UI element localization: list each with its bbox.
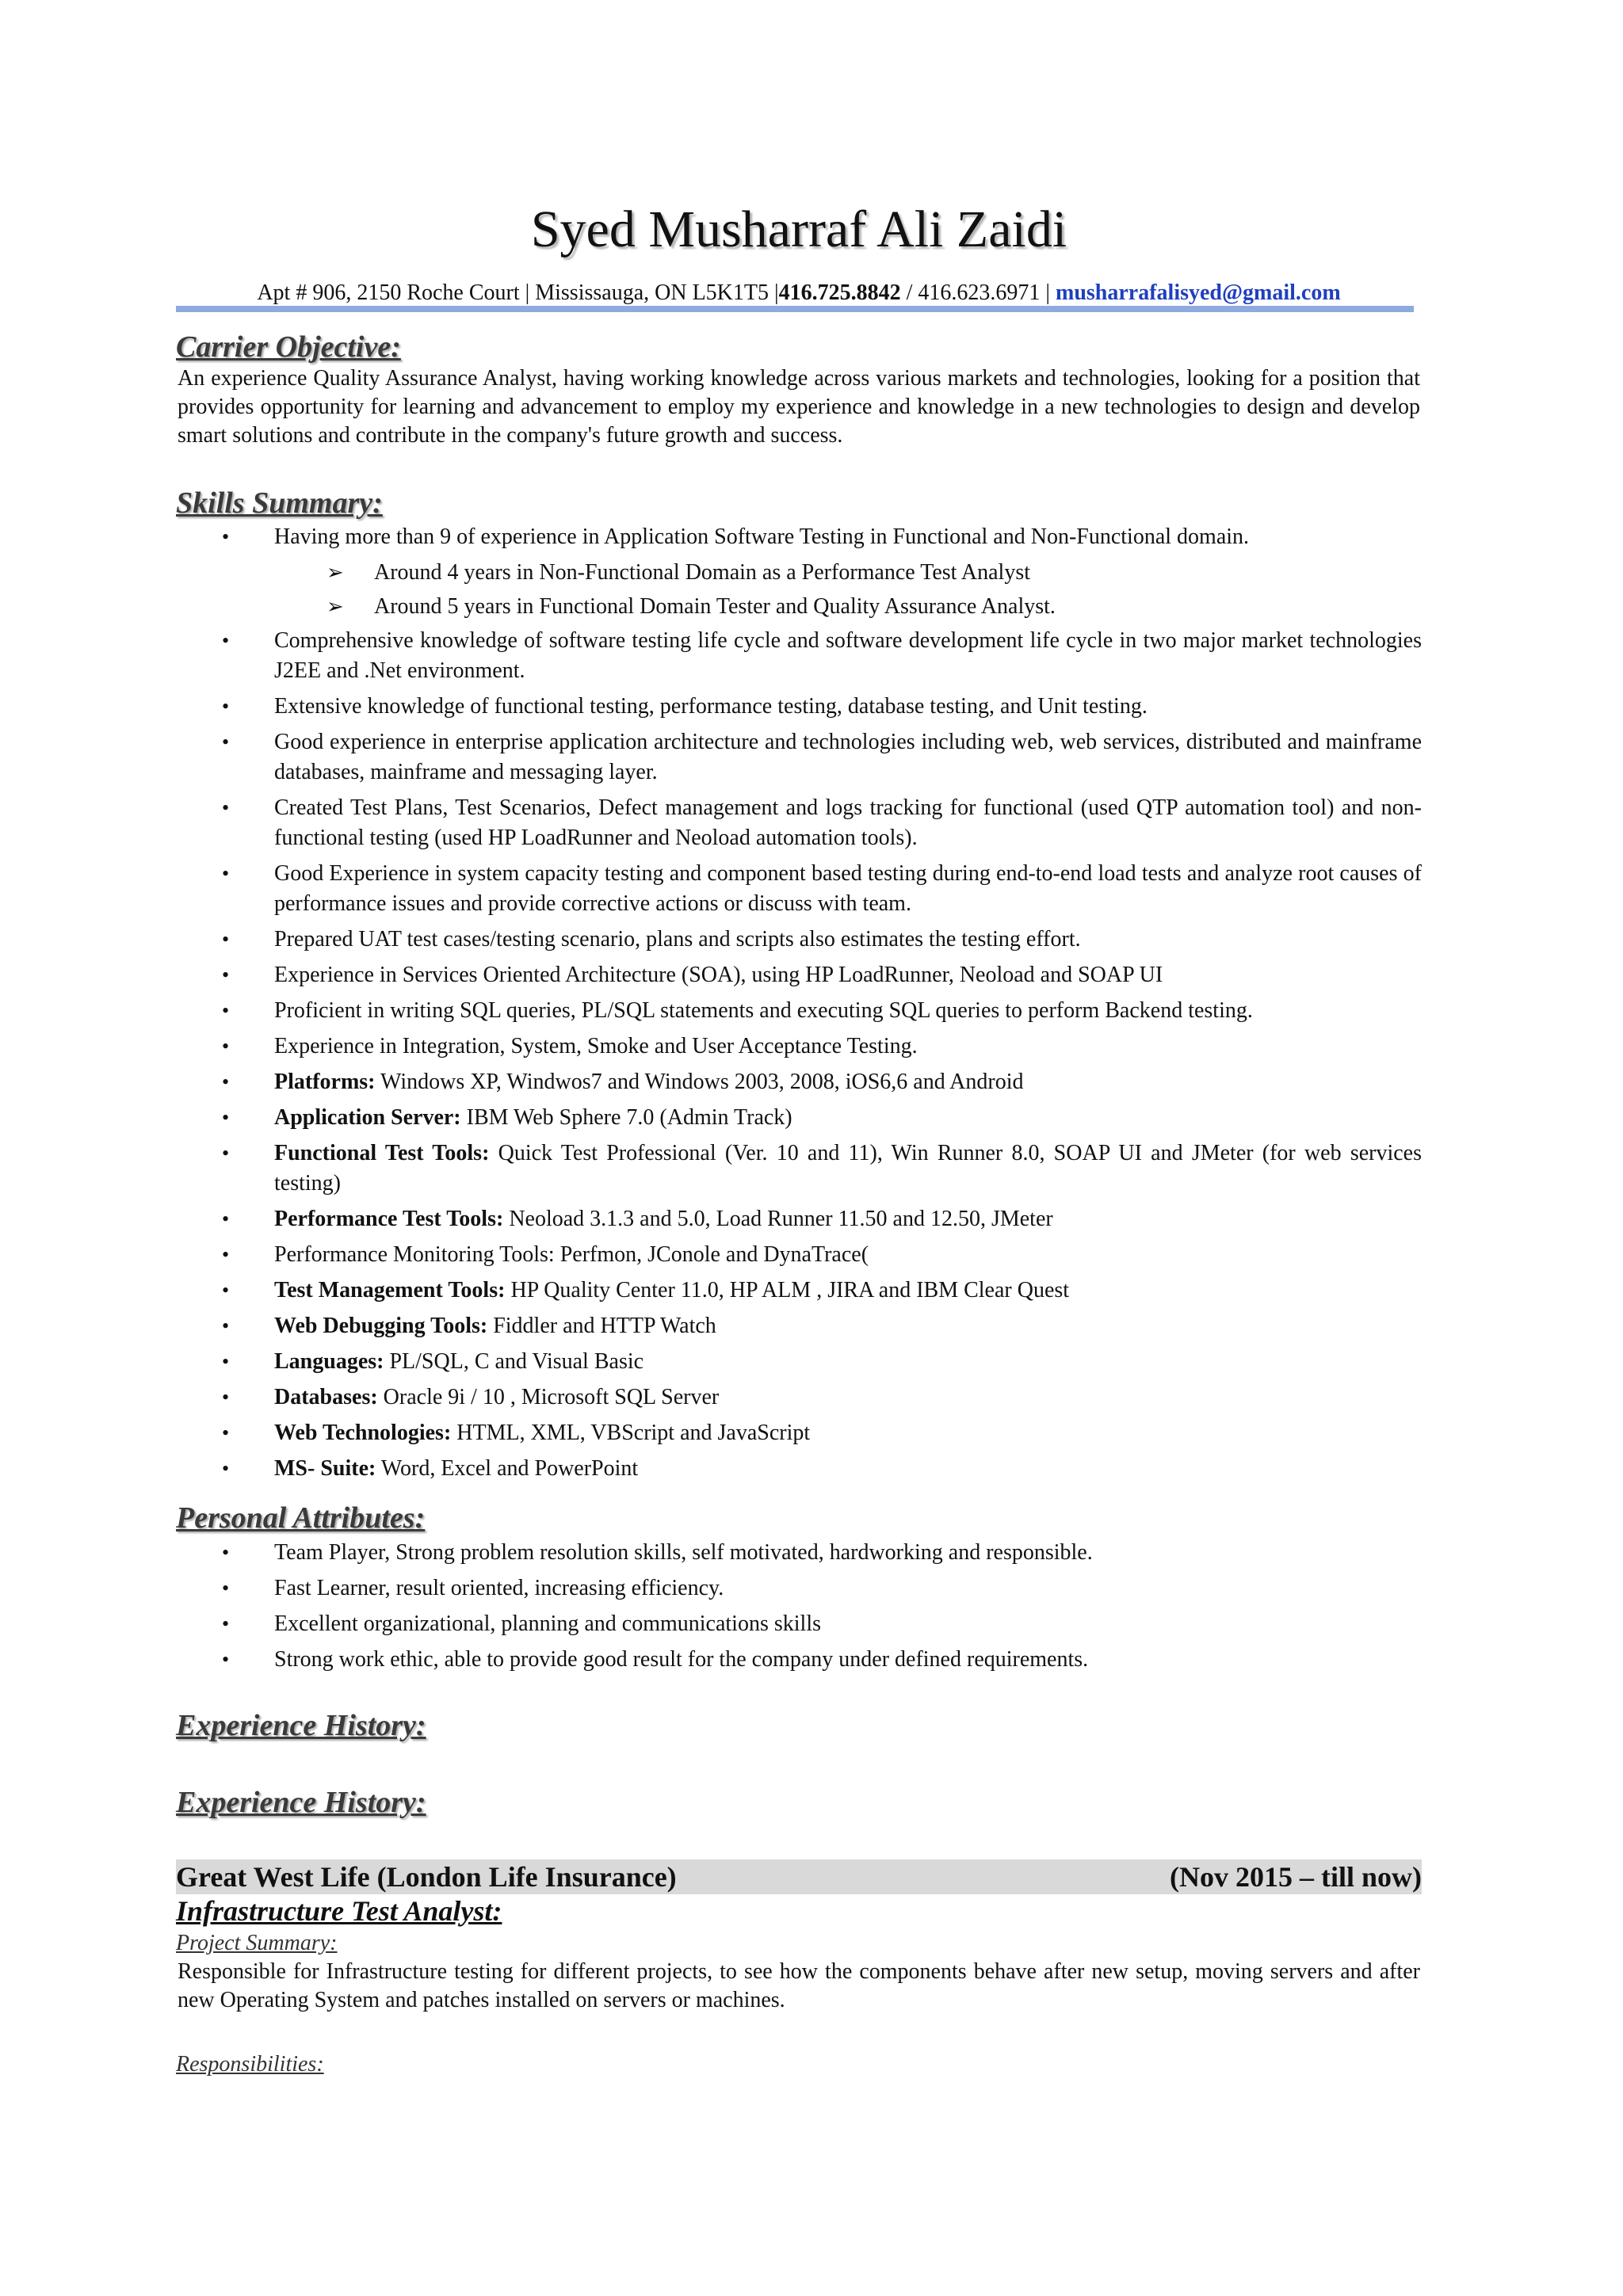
skill-label: Functional Test Tools: <box>274 1141 490 1165</box>
attributes-heading: Personal Attributes: <box>176 1501 426 1535</box>
skill-text: Word, Excel and PowerPoint <box>376 1456 639 1481</box>
bullet-icon: • <box>222 1577 230 1600</box>
skill-label: Databases: <box>274 1385 378 1409</box>
skill-text: Around 4 years in Non-Functional Domain as a Performance Test Analyst <box>374 560 1031 585</box>
skill-text: Fiddler and HTTP Watch <box>487 1314 716 1338</box>
skills-item <box>176 626 1422 686</box>
attribute-item <box>176 1538 1422 1568</box>
bullet-icon: • <box>222 1541 230 1564</box>
skills-list <box>176 522 1422 1489</box>
skills-item <box>176 793 1422 853</box>
skills-item <box>176 1311 1422 1341</box>
separator: / <box>906 280 918 305</box>
attribute-text: Fast Learner, result oriented, increasing efficiency. <box>274 1576 724 1600</box>
skill-label: Web Technologies: <box>274 1421 452 1445</box>
skill-text: IBM Web Sphere 7.0 (Admin Track) <box>460 1105 792 1130</box>
attribute-item <box>176 1609 1422 1639</box>
attribute-text: Excellent organizational, planning and communications skills <box>274 1611 821 1636</box>
skill-label: Web Debugging Tools: <box>274 1314 488 1338</box>
bullet-icon: • <box>222 1207 230 1230</box>
skill-text: Windows XP, Windwos7 and Windows 2003, 2008, iOS6,6 and Android <box>375 1070 1024 1094</box>
skills-item <box>176 1276 1422 1306</box>
skill-text: Quick Test Professional (Ver. 10 and 11), Win Runner 8.0, SOAP UI and JMeter (for web services testing) <box>274 1141 1423 1196</box>
objective-text: An experience Quality Assurance Analyst, having working knowledge across various markets and technologies, looking for a position that provides opportunity for learning and advancement to employ my experience and knowledge in a new technologies to design and develop smart solutions and contribute in the company's future growth and success. <box>178 366 1420 448</box>
bullet-icon: • <box>222 1457 230 1480</box>
city: Mississauga, ON L5K1T5 <box>535 280 769 305</box>
skills-item <box>176 1240 1422 1270</box>
address: Apt # 906, 2150 Roche Court <box>257 280 520 305</box>
project-summary-text: Responsible for Infrastructure testing for different projects, to see how the components behave after new setup, moving servers and after new Operating System and patches installed on servers or machines. <box>178 1959 1420 2012</box>
skills-item <box>176 996 1422 1026</box>
bullet-icon: • <box>222 1142 230 1165</box>
attribute-item <box>176 1645 1422 1675</box>
skills-item <box>176 692 1422 722</box>
bullet-icon: • <box>222 1314 230 1337</box>
skill-label: Languages: <box>274 1349 384 1374</box>
bullet-icon: • <box>222 1386 230 1409</box>
separator: | <box>525 280 536 305</box>
skill-text: Oracle 9i / 10 , Microsoft SQL Server <box>377 1385 720 1409</box>
skills-item <box>176 1204 1422 1234</box>
primary-phone: 416.725.8842 <box>778 280 901 305</box>
skill-label: Application Server: <box>274 1105 461 1130</box>
contact-divider <box>176 306 1414 312</box>
skill-label: Platforms: <box>274 1070 376 1094</box>
bullet-icon: • <box>222 730 230 753</box>
skills-item <box>176 925 1422 955</box>
skills-item <box>176 1418 1422 1448</box>
skill-text: Neoload 3.1.3 and 5.0, Load Runner 11.50 and 12.50, JMeter <box>503 1207 1053 1231</box>
company-name: Great West Life (London Life Insurance) <box>176 1861 677 1893</box>
bullet-icon: • <box>222 1106 230 1129</box>
skills-item <box>176 727 1422 788</box>
skills-subitem <box>176 558 1422 588</box>
bullet-icon: • <box>222 629 230 652</box>
skill-text: Comprehensive knowledge of software testing life cycle and software development life cycle in two major market technologies J2EE and .Net environment. <box>274 628 1422 683</box>
skills-item <box>176 1032 1422 1062</box>
attribute-text: Strong work ethic, able to provide good result for the company under defined requirements. <box>274 1647 1089 1672</box>
attribute-item <box>176 1573 1422 1604</box>
skill-text: Having more than 9 of experience in Application Software Testing in Functional and Non-Functional domain. <box>274 524 1250 549</box>
skills-item <box>176 1347 1422 1377</box>
bullet-icon: • <box>222 796 230 819</box>
secondary-phone: 416.623.6971 <box>918 280 1041 305</box>
skills-heading: Skills Summary: <box>176 486 383 520</box>
arrow-bullet-icon: ➢ <box>327 595 344 618</box>
skill-text: HTML, XML, VBScript and JavaScript <box>451 1421 811 1445</box>
skills-item <box>176 859 1422 919</box>
skill-text: Good experience in enterprise application architecture and technologies including web, web services, distributed and mainframe databases, mainframe and messaging layer. <box>274 730 1422 784</box>
experience-heading-repeat: Experience History: <box>176 1786 426 1819</box>
bullet-icon: • <box>222 1421 230 1444</box>
objective-heading: Carrier Objective: <box>176 330 401 364</box>
skills-subitem <box>176 592 1422 622</box>
skills-item <box>176 1454 1422 1484</box>
job-dates: (Nov 2015 – till now) <box>1170 1861 1422 1893</box>
skills-item <box>176 1138 1422 1199</box>
skill-text: PL/SQL, C and Visual Basic <box>384 1349 644 1374</box>
contact-line <box>176 279 1422 307</box>
bullet-icon: • <box>222 1648 230 1671</box>
project-summary-label: Project Summary: <box>176 1931 338 1955</box>
bullet-icon: • <box>222 695 230 718</box>
skill-label: MS- Suite: <box>274 1456 376 1481</box>
bullet-icon: • <box>222 1035 230 1058</box>
attribute-text: Team Player, Strong problem resolution skills, self motivated, hardworking and responsible. <box>274 1540 1093 1565</box>
attributes-list <box>176 1538 1422 1680</box>
separator: | <box>774 280 779 305</box>
skill-text: Performance Monitoring Tools: Perfmon, JConole and DynaTrace( <box>274 1242 869 1267</box>
skill-text: Proficient in writing SQL queries, PL/SQL statements and executing SQL queries to perform Backend testing. <box>274 998 1253 1023</box>
skill-text: Prepared UAT test cases/testing scenario, plans and scripts also estimates the testing effort. <box>274 927 1081 952</box>
skill-label: Performance Test Tools: <box>274 1207 504 1231</box>
responsibilities-label: Responsibilities: <box>176 2052 324 2077</box>
bullet-icon: • <box>222 963 230 986</box>
skills-item <box>176 1383 1422 1413</box>
email-link[interactable]: musharrafalisyed@gmail.com <box>1056 280 1341 305</box>
bullet-icon: • <box>222 1070 230 1093</box>
skills-item <box>176 1067 1422 1097</box>
skills-item <box>176 1103 1422 1133</box>
bullet-icon: • <box>222 999 230 1022</box>
bullet-icon: • <box>222 1243 230 1266</box>
skill-text: Created Test Plans, Test Scenarios, Defect management and logs tracking for functional (used QTP automation tool) and non-functional testing (used HP LoadRunner and Neoload automation tools). <box>274 795 1422 850</box>
bullet-icon: • <box>222 525 230 548</box>
skill-label: Test Management Tools: <box>274 1278 506 1302</box>
skill-text: HP Quality Center 11.0, HP ALM , JIRA and IBM Clear Quest <box>505 1278 1070 1302</box>
bullet-icon: • <box>222 928 230 951</box>
skill-text: Extensive knowledge of functional testing, performance testing, database testing, and Unit testing. <box>274 694 1148 719</box>
skill-text: Experience in Integration, System, Smoke and User Acceptance Testing. <box>274 1034 918 1058</box>
bullet-icon: • <box>222 1612 230 1635</box>
skill-text: Good Experience in system capacity testing and component based testing during end-to-end load tests and analyze root causes of performance issues and provide corrective actions or discuss with team. <box>274 861 1422 916</box>
bullet-icon: • <box>222 862 230 885</box>
bullet-icon: • <box>222 1279 230 1302</box>
candidate-name: Syed Musharraf Ali Zaidi <box>530 200 1067 258</box>
experience-heading: Experience History: <box>176 1709 426 1742</box>
job-title: Infrastructure Test Analyst: <box>176 1895 502 1927</box>
arrow-bullet-icon: ➢ <box>327 561 344 584</box>
bullet-icon: • <box>222 1350 230 1373</box>
skill-text: Around 5 years in Functional Domain Tester and Quality Assurance Analyst. <box>374 594 1056 619</box>
skills-item <box>176 960 1422 990</box>
skills-item <box>176 522 1422 552</box>
skill-text: Experience in Services Oriented Architecture (SOA), using HP LoadRunner, Neoload and SOAP UI <box>274 963 1163 987</box>
separator: | <box>1045 280 1056 305</box>
job-header <box>176 1859 1422 1894</box>
